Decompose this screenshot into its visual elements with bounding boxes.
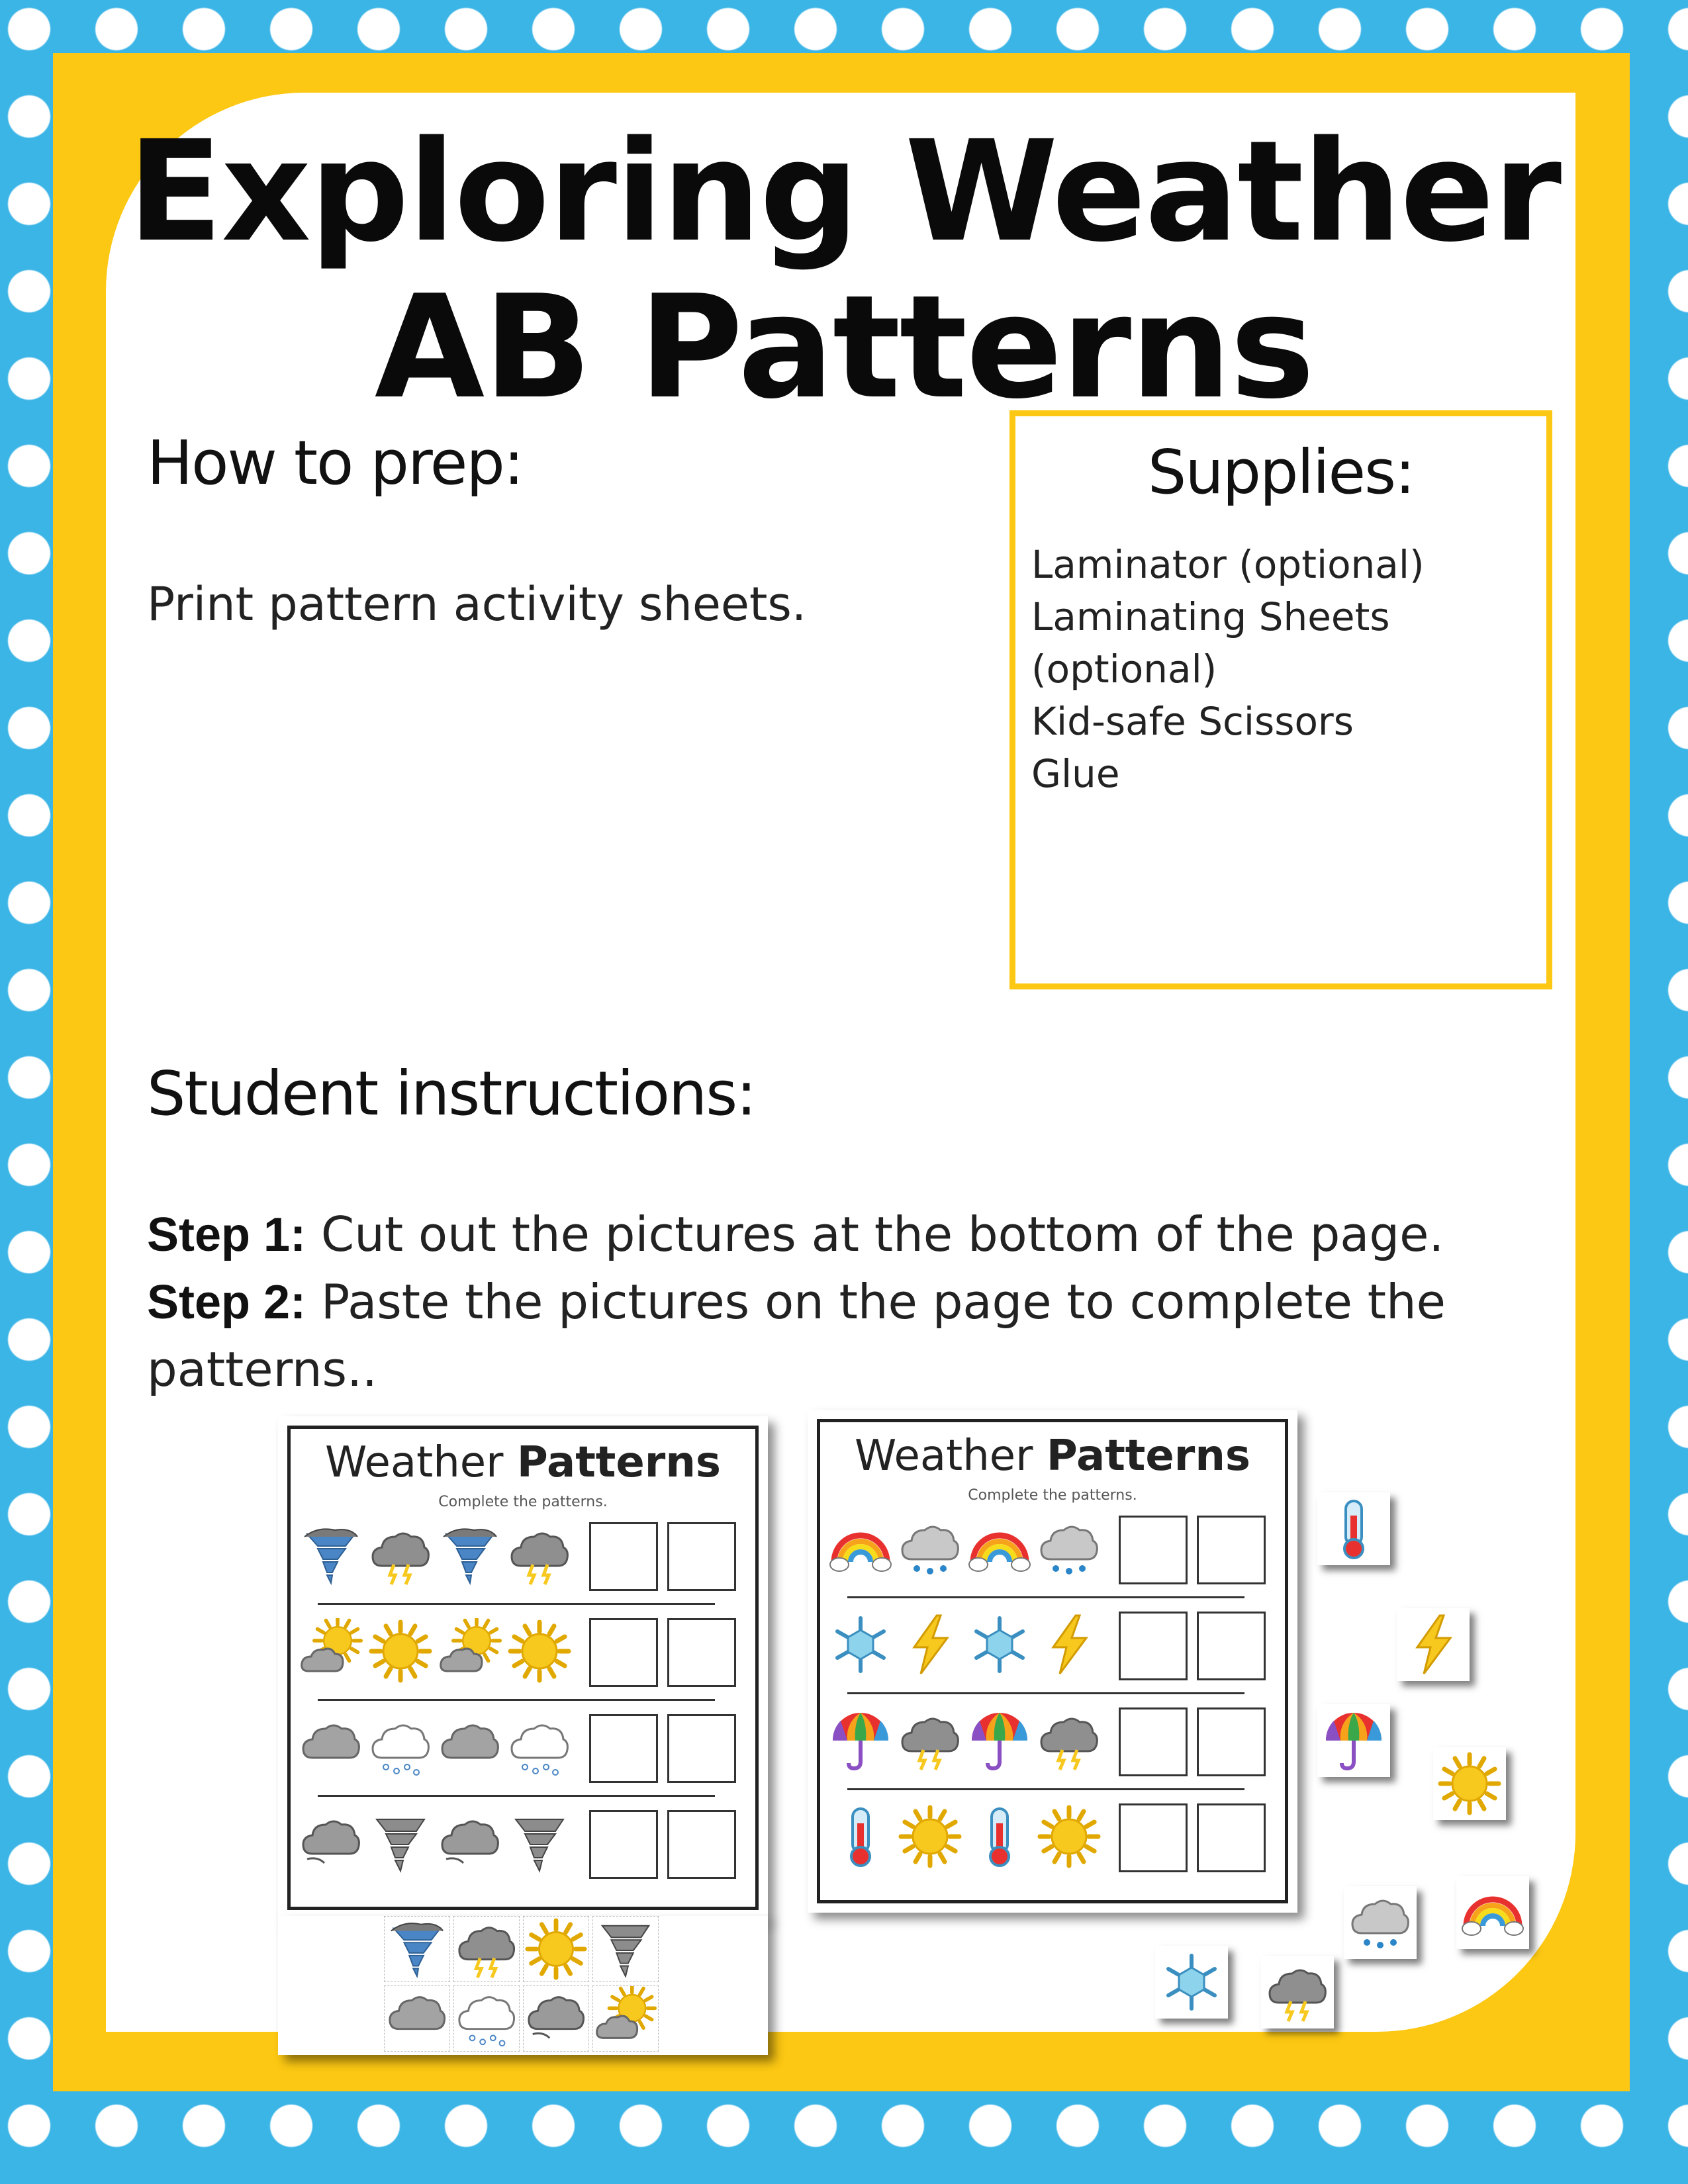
empty-answer-box[interactable] [589, 1618, 658, 1687]
cut-piece[interactable] [592, 1916, 659, 1982]
page-title-line-1: Exploring Weather [127, 111, 1561, 273]
pattern-cell [506, 1618, 573, 1684]
empty-answer-box[interactable] [1197, 1803, 1266, 1872]
pattern-row [827, 1707, 1278, 1780]
tornado-gray-icon [367, 1810, 434, 1876]
loose-cut-piece[interactable] [1261, 1956, 1334, 2028]
worksheet-b-subtitle: Complete the patterns. [968, 1487, 1137, 1504]
snow-cloud-icon [454, 1986, 519, 2051]
loose-cut-piece[interactable] [1155, 1946, 1228, 2019]
loose-cut-piece[interactable] [1433, 1747, 1506, 1820]
tornado-gray-icon [593, 1917, 658, 1981]
pattern-cell [827, 1707, 894, 1774]
step-2 [147, 1269, 1517, 1336]
umbrella-icon [1321, 1707, 1387, 1774]
cut-piece[interactable] [384, 1985, 450, 2052]
rainbow-icon [827, 1516, 894, 1582]
empty-answer-box[interactable] [1197, 1707, 1266, 1776]
wind-cloud-icon [298, 1810, 364, 1876]
supply-item: (optional) [1031, 647, 1217, 692]
storm-cloud-icon [897, 1707, 963, 1774]
pattern-cell [897, 1803, 963, 1870]
pattern-row [298, 1522, 748, 1595]
pattern-cell [367, 1618, 434, 1684]
worksheet-a-title: Weather Patterns [325, 1438, 721, 1487]
pattern-cell [827, 1803, 894, 1870]
cloud-icon [437, 1714, 503, 1780]
pattern-row [298, 1618, 748, 1691]
supplies-list [1031, 539, 1425, 800]
row-divider [318, 1603, 715, 1605]
supply-item: Kid-safe Scissors [1031, 699, 1354, 744]
loose-cut-piece[interactable] [1456, 1876, 1529, 1949]
storm-cloud-icon [506, 1522, 573, 1588]
cut-piece[interactable] [384, 1916, 450, 1982]
step-2-text: Paste the pictures on the page to complete the [306, 1274, 1446, 1330]
sun-icon [506, 1618, 573, 1684]
cut-piece[interactable] [523, 1985, 589, 2052]
step-1-label: Step 1: [147, 1208, 306, 1261]
pattern-cell [966, 1803, 1033, 1870]
thermometer-icon [827, 1803, 894, 1870]
pattern-cell [437, 1810, 503, 1876]
storm-cloud-icon [1264, 1959, 1331, 2025]
empty-answer-box[interactable] [1197, 1612, 1266, 1680]
pattern-cell [298, 1714, 364, 1780]
lightning-icon [897, 1612, 963, 1678]
pattern-cell [966, 1707, 1033, 1774]
empty-answer-box[interactable] [667, 1810, 736, 1879]
empty-answer-box[interactable] [1197, 1516, 1266, 1584]
page-title-line-2: AB Patterns [374, 264, 1314, 430]
partly-sunny-icon [437, 1618, 503, 1684]
sun-icon [367, 1618, 434, 1684]
pattern-cell [897, 1612, 963, 1678]
empty-answer-box[interactable] [589, 1810, 658, 1879]
supply-item: Laminating Sheets [1031, 594, 1390, 639]
snowflake-icon [827, 1612, 894, 1678]
rainbow-icon [966, 1516, 1033, 1582]
cut-piece[interactable] [523, 1916, 589, 1982]
pattern-row [298, 1714, 748, 1787]
pattern-cell [367, 1714, 434, 1780]
worksheet-a-subtitle: Complete the patterns. [438, 1494, 608, 1510]
cut-piece[interactable] [592, 1985, 659, 2052]
pattern-cell [966, 1516, 1033, 1582]
step-2-continued: patterns.. [147, 1342, 377, 1397]
rain-cloud-icon [1347, 1889, 1413, 1956]
tornado-blue-icon [385, 1917, 449, 1981]
step-2-label: Step 2: [147, 1276, 306, 1329]
step-1 [147, 1201, 1504, 1269]
thermometer-icon [966, 1803, 1033, 1870]
snowflake-icon [1158, 1949, 1225, 2015]
empty-answer-box[interactable] [1119, 1516, 1188, 1584]
worksheet-b-rows [827, 1516, 1278, 1899]
step-1-text: Cut out the pictures at the bottom of the page. [306, 1206, 1444, 1262]
pattern-row [827, 1612, 1278, 1684]
prep-heading: How to prep: [147, 428, 523, 498]
pattern-cell [1036, 1707, 1102, 1774]
pattern-cell [897, 1516, 963, 1582]
row-divider [318, 1795, 715, 1797]
pattern-cell [506, 1810, 573, 1876]
row-divider [847, 1788, 1244, 1790]
pattern-cell [367, 1522, 434, 1588]
sun-icon [1436, 1751, 1503, 1817]
umbrella-icon [827, 1707, 894, 1774]
storm-cloud-icon [1036, 1707, 1102, 1774]
loose-cut-piece[interactable] [1317, 1492, 1390, 1565]
worksheet-a-cut-strip [278, 1916, 768, 2055]
row-divider [847, 1692, 1244, 1694]
empty-answer-box[interactable] [589, 1714, 658, 1783]
worksheet-a [278, 1416, 768, 1919]
pattern-cell [827, 1516, 894, 1582]
empty-answer-box[interactable] [667, 1714, 736, 1783]
empty-answer-box[interactable] [667, 1618, 736, 1687]
pattern-row [298, 1810, 748, 1883]
storm-cloud-icon [367, 1522, 434, 1588]
lightning-icon [1036, 1612, 1102, 1678]
tornado-gray-icon [506, 1810, 573, 1876]
storm-cloud-icon [454, 1917, 519, 1981]
row-divider [847, 1596, 1244, 1598]
snow-cloud-icon [367, 1714, 434, 1780]
pattern-cell [298, 1810, 364, 1876]
snowflake-icon [966, 1612, 1033, 1678]
snow-cloud-icon [506, 1714, 573, 1780]
empty-answer-box[interactable] [589, 1522, 658, 1591]
supply-item: Laminator (optional) [1031, 542, 1425, 587]
rain-cloud-icon [897, 1516, 963, 1582]
pattern-cell [897, 1707, 963, 1774]
pattern-cell [298, 1522, 364, 1588]
cloud-icon [385, 1986, 449, 2051]
thermometer-icon [1321, 1496, 1387, 1562]
empty-answer-box[interactable] [1119, 1707, 1188, 1776]
tornado-blue-icon [437, 1522, 503, 1588]
worksheet-a-rows [298, 1522, 748, 1906]
pattern-cell [437, 1714, 503, 1780]
loose-cut-piece[interactable] [1344, 1886, 1417, 1959]
pattern-cell [827, 1612, 894, 1678]
pattern-cell [1036, 1516, 1102, 1582]
pattern-cell [437, 1522, 503, 1588]
loose-cut-piece[interactable] [1397, 1608, 1470, 1681]
prep-text: Print pattern activity sheets. [147, 577, 807, 631]
empty-answer-box[interactable] [1119, 1612, 1188, 1680]
partly-sunny-icon [593, 1986, 658, 2051]
instructions-heading: Student instructions: [147, 1058, 756, 1129]
pattern-cell [506, 1714, 573, 1780]
pattern-row [827, 1516, 1278, 1588]
cut-piece[interactable] [453, 1916, 520, 1982]
pattern-cell [367, 1810, 434, 1876]
pattern-cell [966, 1612, 1033, 1678]
row-divider [318, 1699, 715, 1701]
lightning-icon [1400, 1612, 1466, 1678]
sun-icon [524, 1917, 588, 1981]
pattern-cell [298, 1618, 364, 1684]
pattern-row [827, 1803, 1278, 1876]
worksheet-b [808, 1410, 1297, 1913]
tornado-blue-icon [298, 1522, 364, 1588]
umbrella-icon [966, 1707, 1033, 1774]
supplies-box [1009, 410, 1552, 989]
pattern-cell [437, 1618, 503, 1684]
cut-piece[interactable] [453, 1985, 520, 2052]
wind-cloud-icon [524, 1986, 588, 2051]
wind-cloud-icon [437, 1810, 503, 1876]
worksheet-b-title: Weather Patterns [855, 1432, 1250, 1480]
empty-answer-box[interactable] [667, 1522, 736, 1591]
sun-icon [1036, 1803, 1102, 1870]
loose-cut-piece[interactable] [1317, 1704, 1390, 1777]
supply-item: Glue [1031, 751, 1120, 796]
pattern-cell [1036, 1612, 1102, 1678]
partly-sunny-icon [298, 1618, 364, 1684]
pattern-cell [1036, 1803, 1102, 1870]
rain-cloud-icon [1036, 1516, 1102, 1582]
rainbow-icon [1460, 1880, 1526, 1946]
empty-answer-box[interactable] [1119, 1803, 1188, 1872]
cloud-icon [298, 1714, 364, 1780]
sun-icon [897, 1803, 963, 1870]
pattern-cell [506, 1522, 573, 1588]
supplies-heading: Supplies: [1147, 437, 1415, 508]
cut-strip-grid [384, 1916, 662, 2055]
